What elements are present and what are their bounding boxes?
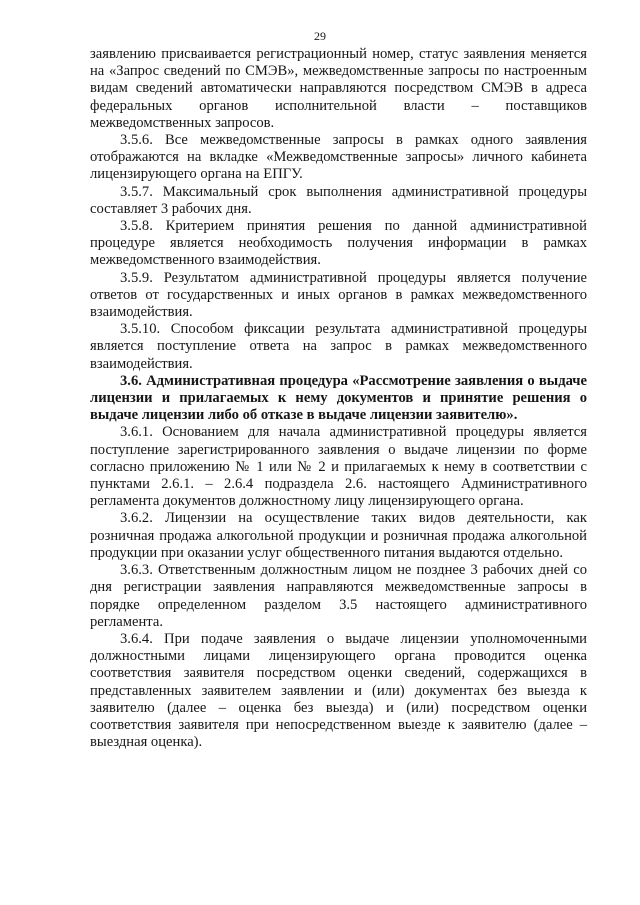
paragraph-continuation: заявлению присваивается регистрационный номер, статус заявления меняется на «Запрос сведений по СМЭВ», межведомственные запросы по настроенным видам сведений автоматически направляются посредством СМЭВ в адреса федеральных органов исполнительной власти – поставщиков межведомственных запросов. — [90, 46, 587, 131]
paragraph-3-5-8: 3.5.8. Критерием принятия решения по данной административной процедуре является необходимость получения информации в рамках межведомственного взаимодействия. — [90, 218, 587, 269]
page-number: 29 — [314, 29, 326, 43]
paragraph-3-6-4: 3.6.4. При подаче заявления о выдаче лицензии уполномоченными должностными лицами лицензирующего органа проводится оценка соответствия заявителя посредством оценки сведений, содержащихся в представленных заявителем заявлении и (или) документах без выезда к заявителю (далее – оценка без выезда) и (или) посредством оценки соответствия заявителя при непосредственном выезде к заявителю (далее – выездная оценка). — [90, 630, 587, 751]
paragraph-3-5-9: 3.5.9. Результатом административной процедуры является получение ответов от государственных и иных органов в рамках межведомственного взаимодействия. — [90, 269, 587, 321]
paragraph-3-5-6: 3.5.6. Все межведомственные запросы в рамках одного заявления отображаются на вкладке «Межведомственные запросы» личного кабинета лицензирующего органа на ЕПГУ. — [90, 132, 587, 183]
paragraph-3-6-2: 3.6.2. Лицензии на осуществление таких видов деятельности, как розничная продажа алкогольной продукции и розничная продажа алкогольной продукции при оказании услуг общественного питания выдаются отдельно. — [90, 510, 587, 561]
document-body — [90, 46, 587, 751]
paragraph-3-6-1: 3.6.1. Основанием для начала административной процедуры является поступление зарегистрированного заявления о выдаче лицензии по форме согласно приложению № 1 или № 2 и прилагаемых к нему в соответствии с пунктами 2.6.1. – 2.6.4 подраздела 2.6. настоящего Административного регламента документов должностному лицу лицензирующего органа. — [90, 424, 587, 510]
paragraph-3-5-7: 3.5.7. Максимальный срок выполнения административной процедуры составляет 3 рабочих дня. — [90, 183, 587, 217]
paragraph-3-5-10: 3.5.10. Способом фиксации результата административной процедуры является поступление ответа на запрос в рамках межведомственного взаимодействия. — [90, 321, 587, 372]
section-heading-3-6: 3.6. Административная процедура «Рассмотрение заявления о выдаче лицензии и прилагаемых к нему документов и принятие решения о выдаче лицензии либо об отказе в выдаче лицензии заявителю». — [90, 372, 587, 424]
paragraph-3-6-3: 3.6.3. Ответственным должностным лицом не позднее 3 рабочих дней со дня регистрации заявления направляются межведомственные запросы в порядке определенном разделом 3.5 настоящего административного регламента. — [90, 562, 587, 630]
